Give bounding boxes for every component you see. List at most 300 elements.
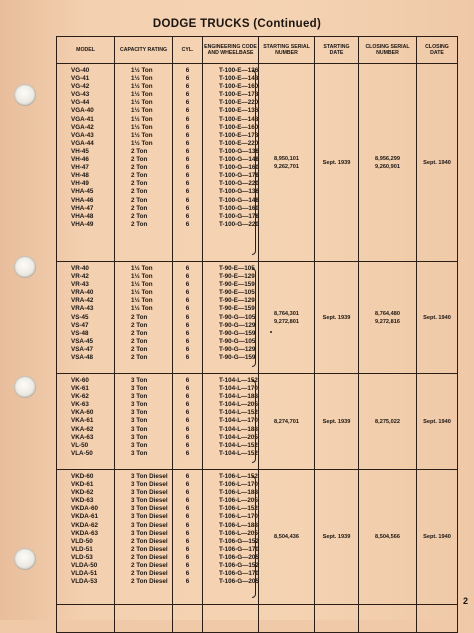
cyl-cell [173, 374, 203, 470]
cyl-entry: 6 [185, 545, 190, 553]
cyl-entry: 6 [185, 67, 190, 74]
engineering-code-entry: T-106-G—170 [219, 545, 259, 553]
cyl-entry: 6 [185, 433, 190, 441]
model-entry: VH-49 [71, 180, 89, 188]
cyl-entry: 6 [185, 513, 190, 521]
cyl-entry: 6 [185, 196, 190, 204]
engineering-code-entry: T-100-G—220 [219, 180, 259, 188]
header-close-date: CLOSING DATE [417, 37, 458, 64]
capacity-entry: 1½ Ton [131, 123, 153, 131]
capacity-entry: 2 Ton Diesel [131, 545, 168, 553]
model-entry: VS-48 [71, 329, 89, 337]
cyl-entry: 6 [185, 289, 190, 297]
engineering-code-entry: T-100-E—136 [219, 67, 259, 74]
cyl-entry: 6 [185, 570, 190, 578]
starting-serial-value: 8,274,701 [274, 418, 299, 425]
cyl-entry: 6 [185, 441, 190, 449]
closing-date-cell [417, 470, 458, 605]
capacity-entry: 3 Ton Diesel [131, 489, 168, 497]
engineering-code-entry: T-90-G—129 [219, 321, 256, 329]
capacity-entry: 3 Ton Diesel [131, 513, 168, 521]
starting-serial-cell [259, 262, 315, 374]
cyl-entry: 6 [185, 409, 190, 417]
model-entry: VKD-61 [71, 481, 94, 489]
closing-date-cell [417, 64, 458, 262]
cyl-entry: 6 [185, 273, 190, 281]
capacity-entry: 2 Ton Diesel [131, 570, 168, 578]
cyl-entry: 6 [185, 473, 190, 480]
capacity-entry: 1½ Ton [131, 297, 153, 305]
model-entry: VR-43 [71, 281, 89, 289]
group-bracket [252, 70, 256, 255]
engineering-code-entry: T-106-L—152 [219, 473, 258, 480]
capacity-entry: 2 Ton [131, 147, 148, 155]
model-entry: VK-62 [71, 393, 89, 401]
cyl-entry: 6 [185, 377, 190, 384]
model-entry: VKD-63 [71, 497, 94, 505]
capacity-entry: 1½ Ton [131, 265, 153, 272]
cyl-entry: 6 [185, 83, 190, 91]
closing-date-value: Sept. 1940 [423, 314, 451, 321]
engineering-code-entry: T-100-G—178 [219, 172, 259, 180]
engineering-code-entry: T-90-E—105 [219, 265, 255, 272]
capacity-entry: 3 Ton [131, 385, 148, 393]
engineering-code-entry: T-104-L—188 [219, 393, 258, 401]
engineering-code-entry: T-90-G—105 [219, 337, 256, 345]
closing-serial-cell [359, 374, 417, 470]
capacity-entry: 2 Ton [131, 337, 148, 345]
closing-serial-value: 8,764,480 [375, 310, 400, 317]
engineering-code-entry: T-90-E—159 [219, 281, 255, 289]
starting-date-cell [315, 374, 359, 470]
engineering-code-entry: T-106-G—170 [219, 570, 259, 578]
model-entry: VHA-46 [71, 196, 94, 204]
cyl-cell [173, 262, 203, 374]
capacity-entry: 1½ Ton [131, 305, 153, 313]
cyl-entry: 6 [185, 220, 190, 228]
capacity-entry: 3 Ton Diesel [131, 473, 168, 480]
engineering-code-entry: T-100-E—148 [219, 115, 259, 123]
capacity-entry: 1½ Ton [131, 83, 153, 91]
model-entry: VH-46 [71, 156, 89, 164]
capacity-entry: 2 Ton Diesel [131, 537, 168, 545]
engineering-code-entry: T-106-L—170 [219, 513, 258, 521]
capacity-entry: 1½ Ton [131, 75, 153, 83]
model-cell [57, 470, 115, 605]
closing-serial-cell [359, 262, 417, 374]
cyl-entry: 6 [185, 345, 190, 353]
cyl-entry: 6 [185, 337, 190, 345]
engineering-code-entry: T-90-G—159 [219, 354, 256, 362]
capacity-entry: 1½ Ton [131, 107, 153, 115]
cyl-entry: 6 [185, 265, 190, 272]
model-entry: VKA-60 [71, 409, 94, 417]
engineering-code-cell [203, 64, 259, 262]
model-entry: VLA-50 [71, 449, 93, 457]
cyl-entry: 6 [185, 131, 190, 139]
closing-date-cell [417, 262, 458, 374]
model-entry: VG-41 [71, 75, 90, 83]
cyl-entry: 6 [185, 75, 190, 83]
model-entry: VHA-47 [71, 204, 94, 212]
model-entry: VKD-62 [71, 489, 94, 497]
cyl-entry: 6 [185, 417, 190, 425]
cyl-entry: 6 [185, 578, 190, 586]
capacity-entry: 1½ Ton [131, 131, 153, 139]
cyl-entry: 6 [185, 393, 190, 401]
engineering-code-cell [203, 262, 259, 374]
capacity-cell [115, 64, 173, 262]
cyl-entry: 6 [185, 425, 190, 433]
cyl-entry: 6 [185, 385, 190, 393]
header-cyl: CYL. [173, 37, 203, 64]
engineering-code-entry: T-90-G—159 [219, 329, 256, 337]
starting-date-value: Sept. 1939 [322, 314, 351, 321]
ink-dot [270, 331, 272, 333]
cyl-entry: 6 [185, 401, 190, 409]
cyl-entry: 6 [185, 147, 190, 155]
engineering-code-entry: T-100-E—160 [219, 123, 259, 131]
model-entry: VRA-40 [71, 289, 94, 297]
model-entry: VKDA-62 [71, 521, 98, 529]
cyl-entry: 6 [185, 321, 190, 329]
cyl-entry: 6 [185, 497, 190, 505]
closing-serial-value: 8,275,022 [375, 418, 400, 425]
model-entry: VKDA-61 [71, 513, 98, 521]
model-entry: VHA-48 [71, 212, 94, 220]
closing-serial-value: 8,956,299 [375, 155, 400, 162]
model-entry: VS-47 [71, 321, 89, 329]
cyl-entry: 6 [185, 562, 190, 570]
engineering-code-entry: T-90-G—105 [219, 313, 256, 321]
cyl-entry: 6 [185, 164, 190, 172]
group-bracket [252, 268, 256, 367]
capacity-entry: 3 Ton [131, 393, 148, 401]
starting-serial-value: 8,950,101 [274, 155, 299, 162]
model-entry: VKA-63 [71, 433, 94, 441]
binder-hole [14, 376, 36, 398]
closing-date-cell [417, 374, 458, 470]
capacity-entry: 2 Ton [131, 313, 148, 321]
table-group-row [57, 374, 458, 470]
engineering-code-entry: T-90-E—129 [219, 297, 255, 305]
model-entry: VLD-53 [71, 553, 93, 561]
model-entry: VLD-50 [71, 537, 93, 545]
engineering-code-entry: T-100-G—220 [219, 220, 259, 228]
capacity-entry: 1½ Ton [131, 67, 153, 74]
header-row [57, 37, 458, 64]
model-entry: VSA-45 [71, 337, 94, 345]
capacity-entry: 2 Ton Diesel [131, 578, 168, 586]
cyl-entry: 6 [185, 481, 190, 489]
engineering-code-entry: T-106-G—205 [219, 553, 259, 561]
model-entry: VK-61 [71, 385, 89, 393]
engineering-code-entry: T-100-G—178 [219, 212, 259, 220]
model-entry: VH-47 [71, 164, 89, 172]
binder-hole [14, 256, 36, 278]
model-entry: VRA-42 [71, 297, 94, 305]
closing-serial-value: 9,272,816 [375, 318, 400, 325]
cyl-entry: 6 [185, 139, 190, 147]
cyl-entry: 6 [185, 172, 190, 180]
capacity-entry: 3 Ton Diesel [131, 521, 168, 529]
model-entry: VGA-42 [71, 123, 94, 131]
engineering-code-entry: T-100-G—136 [219, 188, 259, 196]
page-number: 2 [462, 596, 468, 606]
engineering-code-entry: T-100-E—178 [219, 131, 259, 139]
capacity-entry: 2 Ton [131, 220, 148, 228]
page-title: DODGE TRUCKS (Continued) [152, 18, 322, 30]
closing-date-value: Sept. 1940 [423, 418, 451, 425]
binder-hole [14, 548, 36, 570]
engineering-code-entry: T-106-G—152 [219, 562, 259, 570]
capacity-entry: 3 Ton [131, 417, 148, 425]
model-entry: VG-44 [71, 99, 90, 107]
capacity-entry: 2 Ton [131, 212, 148, 220]
engineering-code-entry: T-90-E—159 [219, 305, 255, 313]
cyl-entry: 6 [185, 354, 190, 362]
engineering-code-entry: T-106-L—188 [219, 489, 258, 497]
cyl-entry: 6 [185, 281, 190, 289]
model-entry: VKDA-63 [71, 529, 98, 537]
model-entry: VKDA-60 [71, 505, 98, 513]
model-entry: VLDA-51 [71, 570, 98, 578]
engineering-code-entry: T-100-G—136 [219, 147, 259, 155]
engineering-code-entry: T-104-L—170 [219, 417, 258, 425]
engineering-code-entry: T-104-L—152 [219, 409, 258, 417]
table-group-row [57, 262, 458, 374]
model-entry: VR-40 [71, 265, 89, 272]
model-entry: VHA-45 [71, 188, 94, 196]
model-entry: VGA-43 [71, 131, 94, 139]
capacity-entry: 2 Ton [131, 329, 148, 337]
capacity-entry: 2 Ton [131, 196, 148, 204]
capacity-entry: 3 Ton [131, 377, 148, 384]
model-entry: VKD-60 [71, 473, 94, 480]
header-capacity: CAPACITY RATING [115, 37, 173, 64]
model-entry: VGA-41 [71, 115, 94, 123]
capacity-entry: 3 Ton [131, 449, 148, 457]
group-bracket [252, 380, 256, 463]
engineering-code-cell [203, 470, 259, 605]
engineering-code-entry: T-106-G—152 [219, 537, 259, 545]
capacity-entry: 1½ Ton [131, 139, 153, 147]
cyl-entry: 6 [185, 99, 190, 107]
cyl-entry: 6 [185, 212, 190, 220]
engineering-code-entry: T-106-L—152 [219, 505, 258, 513]
model-entry: VG-43 [71, 91, 90, 99]
model-entry: VRA-43 [71, 305, 94, 313]
starting-date-value: Sept. 1939 [322, 418, 351, 425]
model-entry: VG-40 [71, 67, 90, 74]
model-entry: VK-60 [71, 377, 89, 384]
closing-date-value: Sept. 1940 [423, 534, 451, 540]
engineering-code-entry: T-100-E—148 [219, 75, 259, 83]
model-entry: VSA-48 [71, 354, 94, 362]
engineering-code-entry: T-100-E—220 [219, 139, 259, 147]
closing-date-value: Sept. 1940 [423, 159, 451, 166]
capacity-cell [115, 262, 173, 374]
capacity-entry: 2 Ton [131, 321, 148, 329]
engineering-code-entry: T-100-E—136 [219, 107, 259, 115]
capacity-entry: 2 Ton [131, 188, 148, 196]
engineering-code-entry: T-104-L—152 [219, 377, 258, 384]
capacity-entry: 2 Ton [131, 172, 148, 180]
capacity-entry: 2 Ton [131, 204, 148, 212]
engineering-code-entry: T-100-E—160 [219, 83, 259, 91]
binder-hole [14, 84, 36, 106]
capacity-entry: 1½ Ton [131, 91, 153, 99]
capacity-entry: 3 Ton Diesel [131, 505, 168, 513]
cyl-entry: 6 [185, 553, 190, 561]
model-entry: VS-45 [71, 313, 89, 321]
engineering-code-entry: T-90-E—105 [219, 289, 255, 297]
engineering-code-entry: T-104-L—170 [219, 385, 258, 393]
capacity-entry: 3 Ton [131, 401, 148, 409]
closing-serial-value: 8,504,566 [375, 534, 400, 540]
capacity-entry: 3 Ton [131, 433, 148, 441]
table-group-row [57, 470, 458, 605]
cyl-entry: 6 [185, 529, 190, 537]
engineering-code-entry: T-106-L—205 [219, 497, 258, 505]
header-start-date: STARTING DATE [315, 37, 359, 64]
model-entry: VGA-40 [71, 107, 94, 115]
starting-serial-value: 8,764,301 [274, 310, 299, 317]
engineering-code-entry: T-100-E—220 [219, 99, 259, 107]
engineering-code-entry: T-100-E—178 [219, 91, 259, 99]
cyl-entry: 6 [185, 313, 190, 321]
cyl-entry: 6 [185, 188, 190, 196]
cyl-entry: 6 [185, 180, 190, 188]
model-entry: VK-63 [71, 401, 89, 409]
starting-date-cell [315, 470, 359, 605]
capacity-entry: 1½ Ton [131, 281, 153, 289]
model-entry: VLDA-50 [71, 562, 98, 570]
capacity-entry: 1½ Ton [131, 99, 153, 107]
capacity-entry: 3 Ton [131, 425, 148, 433]
model-entry: VHA-49 [71, 220, 94, 228]
cyl-entry: 6 [185, 91, 190, 99]
capacity-entry: 2 Ton [131, 345, 148, 353]
engineering-code-entry: T-100-G—160 [219, 204, 259, 212]
capacity-entry: 2 Ton [131, 164, 148, 172]
capacity-entry: 3 Ton [131, 409, 148, 417]
capacity-entry: 2 Ton [131, 354, 148, 362]
header-engineering: ENGINEERING CODE AND WHEELBASE [203, 37, 259, 64]
engineering-code-entry: T-104-L—152 [219, 441, 258, 449]
starting-serial-value: 9,262,701 [274, 163, 299, 170]
model-cell [57, 262, 115, 374]
starting-serial-value: 9,272,801 [274, 318, 299, 325]
cyl-entry: 6 [185, 489, 190, 497]
capacity-entry: 2 Ton [131, 156, 148, 164]
cyl-cell [173, 64, 203, 262]
capacity-entry: 3 Ton Diesel [131, 529, 168, 537]
starting-serial-value: 8,504,436 [274, 534, 299, 540]
capacity-entry: 1½ Ton [131, 115, 153, 123]
model-entry: VLD-51 [71, 545, 93, 553]
engineering-code-entry: T-104-L—205 [219, 401, 258, 409]
engineering-code-entry: T-90-E—129 [219, 273, 255, 281]
starting-date-value: Sept. 1939 [322, 159, 351, 166]
truck-serial-table [56, 36, 458, 633]
header-start-serial: STARTING SERIAL NUMBER [259, 37, 315, 64]
capacity-entry: 1½ Ton [131, 273, 153, 281]
cyl-entry: 6 [185, 107, 190, 115]
cyl-entry: 6 [185, 123, 190, 131]
starting-serial-cell [259, 374, 315, 470]
cyl-entry: 6 [185, 505, 190, 513]
model-cell [57, 374, 115, 470]
capacity-entry: 2 Ton Diesel [131, 562, 168, 570]
engineering-code-entry: T-100-G—148 [219, 156, 259, 164]
engineering-code-entry: T-104-L—188 [219, 425, 258, 433]
engineering-code-entry: T-100-G—148 [219, 196, 259, 204]
engineering-code-entry: T-106-L—188 [219, 521, 258, 529]
capacity-entry: 2 Ton [131, 180, 148, 188]
engineering-code-entry: T-106-L—205 [219, 529, 258, 537]
capacity-entry: 2 Ton Diesel [131, 553, 168, 561]
starting-serial-cell [259, 64, 315, 262]
engineering-code-entry: T-100-G—160 [219, 164, 259, 172]
model-entry: VH-48 [71, 172, 89, 180]
model-entry: VSA-47 [71, 345, 94, 353]
model-entry: VKA-61 [71, 417, 94, 425]
header-close-serial: CLOSING SERIAL NUMBER [359, 37, 417, 64]
engineering-code-cell [203, 374, 259, 470]
engineering-code-entry: T-104-L—152 [219, 449, 258, 457]
model-entry: VG-42 [71, 83, 90, 91]
model-entry: VLDA-53 [71, 578, 98, 586]
cyl-entry: 6 [185, 537, 190, 545]
closing-serial-cell [359, 64, 417, 262]
capacity-cell [115, 374, 173, 470]
model-entry: VR-42 [71, 273, 89, 281]
capacity-entry: 3 Ton Diesel [131, 481, 168, 489]
empty-row [57, 605, 458, 633]
cyl-cell [173, 470, 203, 605]
starting-date-cell [315, 262, 359, 374]
model-entry: VGA-44 [71, 139, 94, 147]
engineering-code-entry: T-106-G—205 [219, 578, 259, 586]
engineering-code-entry: T-104-L—205 [219, 433, 258, 441]
group-bracket [252, 476, 256, 598]
model-entry: VKA-62 [71, 425, 94, 433]
cyl-entry: 6 [185, 449, 190, 457]
capacity-entry: 3 Ton [131, 441, 148, 449]
header-model: MODEL [57, 37, 115, 64]
cyl-entry: 6 [185, 204, 190, 212]
model-entry: VL-50 [71, 441, 89, 449]
engineering-code-entry: T-106-L—170 [219, 481, 258, 489]
closing-serial-value: 9,260,901 [375, 163, 400, 170]
cyl-entry: 6 [185, 305, 190, 313]
starting-serial-cell [259, 470, 315, 605]
model-cell [57, 64, 115, 262]
cyl-entry: 6 [185, 115, 190, 123]
capacity-cell [115, 470, 173, 605]
starting-date-cell [315, 64, 359, 262]
cyl-entry: 6 [185, 156, 190, 164]
starting-date-value: Sept. 1939 [322, 534, 351, 540]
cyl-entry: 6 [185, 521, 190, 529]
capacity-entry: 1½ Ton [131, 289, 153, 297]
cyl-entry: 6 [185, 329, 190, 337]
closing-serial-cell [359, 470, 417, 605]
engineering-code-entry: T-90-G—129 [219, 345, 256, 353]
capacity-entry: 3 Ton Diesel [131, 497, 168, 505]
model-entry: VH-45 [71, 147, 89, 155]
